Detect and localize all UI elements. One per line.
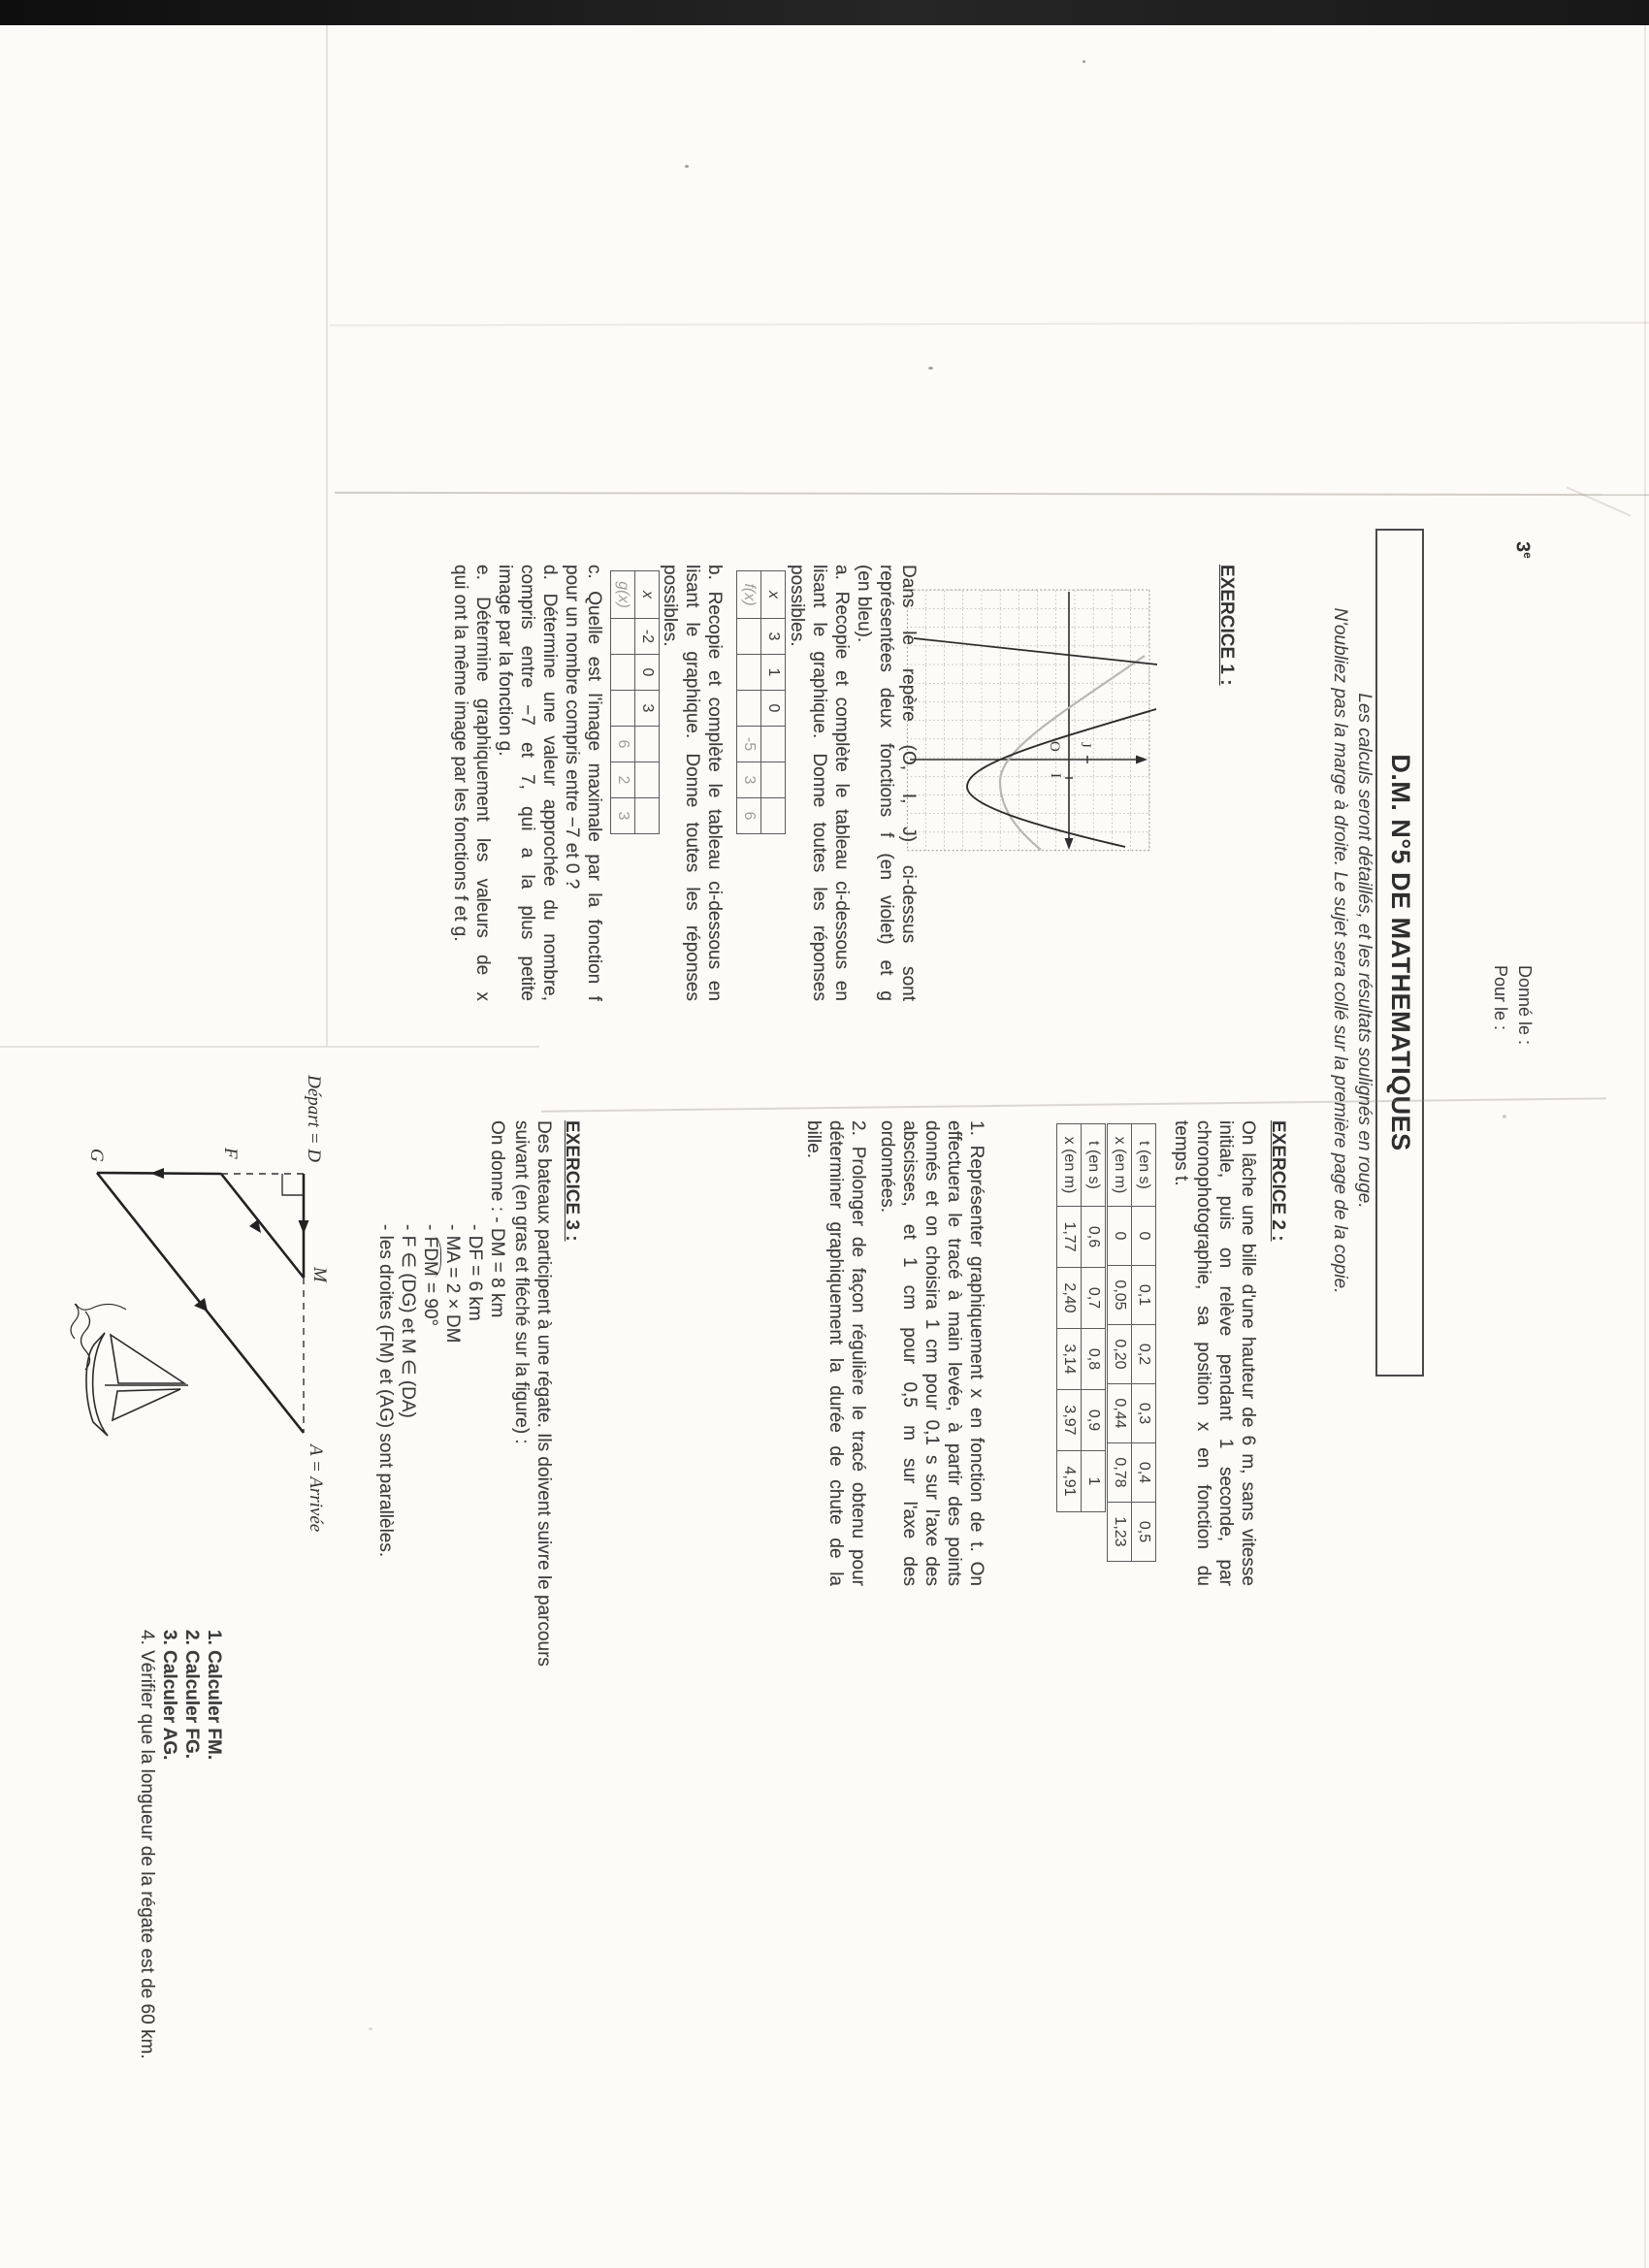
grid: [907, 590, 1149, 851]
ex1-qa-line: possibles.: [787, 565, 807, 647]
segment-MF: [221, 1174, 304, 1278]
ex1-qc-line: c. Quelle est l'image maximale par la fonction f: [584, 565, 604, 1001]
figure-label-M: M: [309, 1267, 330, 1282]
table-row: [1132, 1124, 1156, 1562]
ex1-qa-line: a. Recopie et complète le tableau ci-dessous en: [831, 565, 852, 1001]
y-unit-label: J: [1078, 742, 1093, 748]
cell: 2: [611, 762, 635, 798]
cell: 0,5: [1132, 1503, 1156, 1562]
paper-edge-line: [326, 25, 328, 1046]
ex2-q2-line: 2. Prolonger de façon régulière le tracé obtenu pour: [848, 1120, 868, 1586]
cell: 3,97: [1057, 1390, 1082, 1451]
ex1-qd-line: image par la fonction g.: [495, 565, 515, 757]
instruction-line-2: N'oubliez pas la marge à droite. Le sujet sera collé sur la première page de la copie.: [1330, 607, 1350, 1294]
cell: [635, 762, 660, 798]
ex1-qd-line: compris entre −7 et 7, qui a la plus petite: [517, 565, 537, 1001]
cell: 3: [611, 798, 635, 834]
cell: [611, 691, 635, 727]
cell: 0,8: [1082, 1329, 1106, 1390]
ex2-q1-line: donnés et on choisira 1 cm pour 0,1 s sur l'axe des: [922, 1120, 942, 1586]
ex1-qc-line: pour un nombre compris entre −7 et 0 ?: [562, 565, 582, 890]
cell: [737, 619, 761, 655]
table-g-x-label: x: [635, 571, 660, 619]
ex2-intro-line: initiale, puis on relève pendant 1 seconde, par: [1215, 1120, 1236, 1586]
ex1-intro-line: (en bleu).: [854, 565, 874, 643]
ex1-qd-line: d. Détermine une valeur approchée du nombre,: [539, 565, 560, 1001]
cell: 1: [1082, 1451, 1106, 1512]
exercise2-header: EXERCICE 2 :: [1268, 1120, 1288, 1242]
scan-right-edge: [1644, 25, 1646, 2268]
cell: 0,6: [1082, 1207, 1106, 1268]
exercise3-header: EXERCICE 3 :: [562, 1120, 582, 1242]
table-g-gx-label: g(x): [611, 571, 635, 619]
instruction-line-1: Les calculs seront détaillés, et les résultats soulignés en rouge.: [1354, 693, 1374, 1209]
cell: 3: [635, 691, 660, 727]
cell: 0: [1132, 1207, 1156, 1266]
ex2-table-bottom: [1056, 1123, 1106, 1512]
ex3-intro-line: Des bateaux participent à une régate. Ils doivent suivre le parcours: [534, 1120, 554, 1667]
table-f: [736, 570, 786, 834]
cell: 0,1: [1132, 1266, 1156, 1325]
ex2-q2-line: déterminer graphiquement la durée de chute de la: [825, 1120, 846, 1586]
cell: 0,7: [1082, 1268, 1106, 1329]
ex1-qe-line: qui ont la même image par les fonctions f et g.: [450, 565, 470, 942]
title-box: [1375, 529, 1424, 1377]
cell: 0,78: [1108, 1443, 1132, 1503]
ex2-q1-line: abscisses, et 1 cm pour 0,5 m sur l'axe des: [899, 1120, 920, 1586]
origin-label: O: [1047, 741, 1062, 752]
cell: 1,23: [1108, 1503, 1132, 1562]
angle-value: = 90°: [420, 1277, 440, 1327]
arrow-GA: [194, 1298, 208, 1312]
scan-speck: [1083, 60, 1085, 63]
class-label: [1510, 541, 1535, 559]
ex2-t-label: t (en s): [1132, 1124, 1156, 1207]
cell: 0,4: [1132, 1443, 1156, 1503]
ex1-qe-line: e. Détermine graphiquement les valeurs de x: [472, 565, 493, 1001]
cell: -2: [635, 619, 660, 655]
page-title: D.M. N°5 DE MATHEMATIQUES: [1386, 754, 1415, 1151]
x-unit-label: I: [1048, 773, 1063, 778]
figure-label-F: F: [220, 1148, 241, 1159]
table-row: [1082, 1124, 1106, 1512]
ex1-intro-line: représentées deux fonctions f (en violet) et g: [876, 565, 896, 1001]
cell: 6: [737, 798, 761, 834]
cell: 0: [635, 655, 660, 691]
ex3-given-line: - DF = 6 km: [465, 1224, 485, 1321]
ex1-qa-line: lisant le graphique. Donne toutes les réponses: [809, 565, 829, 1001]
cell: [737, 655, 761, 691]
cell: [611, 619, 635, 655]
right-angle-mark: [282, 1174, 304, 1195]
class-label-sup: e: [1521, 552, 1535, 559]
ex3-intro-line: suivant (en gras et fléché sur la figure) :: [511, 1120, 532, 1444]
cell: 1: [761, 655, 786, 691]
table-g: [610, 570, 660, 834]
cell: [635, 727, 660, 762]
figure-label-G: G: [86, 1149, 107, 1162]
figure-label-depart: Départ = D: [304, 1075, 324, 1162]
scanner-edge-strip: [0, 0, 1649, 25]
cell: 6: [611, 727, 635, 762]
scan-speck: [369, 2027, 372, 2030]
arrow-FG: [150, 1168, 164, 1179]
function-graph: [887, 578, 1166, 869]
cell: [761, 798, 786, 834]
cell: 3,14: [1057, 1329, 1082, 1390]
ex3-given-line: On donne : - DM = 8 km: [487, 1120, 507, 1318]
ex1-intro-line: Dans le repère (O, I, J) ci-dessus sont: [898, 565, 919, 1001]
figure-label-arrivee: A = Arrivée: [306, 1444, 326, 1533]
exercise1-header: EXERCICE 1 :: [1216, 565, 1237, 686]
scan-speck: [685, 165, 689, 168]
scan-speck: [1503, 1115, 1506, 1118]
cell: [611, 655, 635, 691]
ex2-intro-line: chronophotographie, sa position x en fonction du: [1193, 1120, 1213, 1586]
ex2-x-label: x (en m): [1057, 1124, 1082, 1207]
ex2-q1-line: ordonnées.: [877, 1120, 897, 1214]
sailboat-sketch: [71, 1304, 188, 1436]
ex3-question: 4. Vérifier que la longueur de la régate est de 60 km.: [137, 1630, 157, 2059]
cell: [761, 762, 786, 798]
table-row: [1108, 1124, 1132, 1562]
ex3-given-line: - les droites (FM) et (AG) sont parallèles.: [375, 1224, 396, 1558]
ex3-question: 1. Calculer FM.: [204, 1630, 224, 1761]
cell: 0: [761, 691, 786, 727]
ex1-qb-line: possibles.: [660, 565, 680, 647]
table-row: [761, 571, 786, 834]
table-f-x-label: x: [761, 571, 786, 619]
ex2-table-top: [1107, 1123, 1156, 1562]
given-date-label: Donné le :: [1515, 965, 1535, 1046]
cell: 2,40: [1057, 1268, 1082, 1329]
table-row: [611, 571, 635, 834]
cell: 0,20: [1108, 1325, 1132, 1384]
table-row: [635, 571, 660, 834]
paper-edge-line: [0, 1046, 539, 1048]
ex1-qb-line: lisant le graphique. Donne toutes les réponses: [682, 565, 702, 1001]
cell: 1,77: [1057, 1207, 1082, 1268]
ex2-q1-line: effectuera le tracé à main levée, à partir des points: [944, 1120, 964, 1586]
cell: 0,9: [1082, 1390, 1106, 1451]
cell: 0,3: [1132, 1384, 1156, 1443]
cell: 0,2: [1132, 1325, 1156, 1384]
cell: [635, 798, 660, 834]
cell: 0,44: [1108, 1384, 1132, 1443]
cell: 0: [1108, 1207, 1132, 1266]
ex2-intro-line: On lâche une bille d'une hauteur de 6 m, sans vitesse: [1238, 1120, 1258, 1586]
cell: 3: [761, 619, 786, 655]
ex3-given-line: - MA = 2 × DM: [442, 1224, 463, 1344]
ex3-question: 2. Calculer FG.: [181, 1630, 202, 1760]
cell: [761, 727, 786, 762]
ex2-x-label: x (en m): [1108, 1124, 1132, 1207]
ex2-q2-line: bille.: [803, 1120, 824, 1159]
ex3-question: 3. Calculer AG.: [159, 1630, 179, 1761]
ex3-given-line-angle: [419, 1224, 441, 1326]
dash: -: [420, 1224, 440, 1236]
table-row: [737, 571, 761, 834]
due-date-label: Pour le :: [1491, 965, 1510, 1031]
ex2-t-label: t (en s): [1082, 1124, 1106, 1207]
scan-speck: [928, 367, 933, 370]
ex2-q1-line: 1. Représenter graphiquement x en fonction de t. On: [966, 1120, 986, 1586]
ex3-given-line: - F ∈ (DG) et M ∈ (DA): [398, 1224, 418, 1418]
ex2-intro-line: temps t.: [1171, 1120, 1191, 1186]
table-f-fx-label: f(x): [737, 571, 761, 619]
cell: 4,91: [1057, 1451, 1082, 1512]
class-label-number: 3: [1511, 541, 1534, 553]
table-row: [1057, 1124, 1082, 1512]
cell: 3: [737, 762, 761, 798]
arrow-DM: [299, 1220, 309, 1234]
cell: [737, 691, 761, 727]
angle-hat: FDM: [420, 1236, 440, 1277]
cell: 0,05: [1108, 1266, 1132, 1325]
ex1-qb-line: b. Recopie et complète le tableau ci-dessous en: [704, 565, 725, 1001]
cell: -5: [737, 727, 761, 762]
